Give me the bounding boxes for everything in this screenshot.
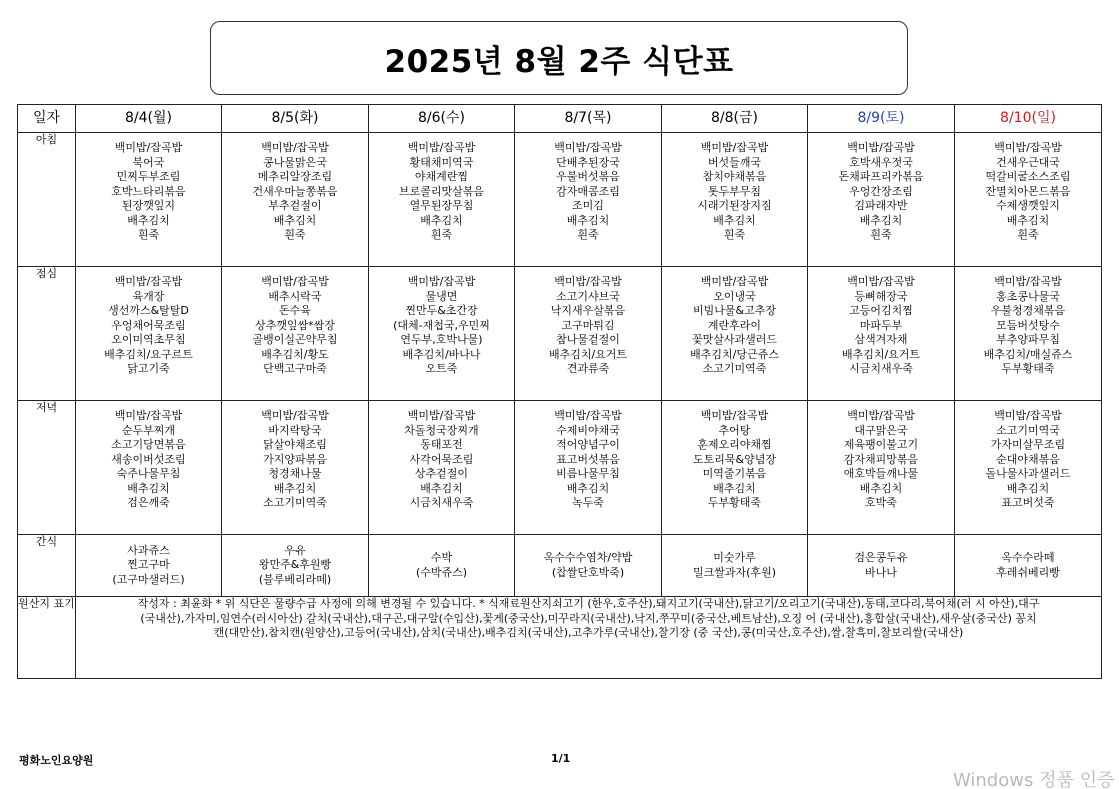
menu-cell-dinner-thu xyxy=(515,401,662,535)
header-row xyxy=(18,105,1102,133)
menu-item: 표고버섯볶음 xyxy=(556,452,620,466)
origin-line: 작성자 : 최윤화 * 위 식단은 물량수급 사정에 의해 변경될 수 있습니다. * 식재료원산지쇠고기 (한우,호주산),돼지고기(국내산),닭고기/오리고기(국내산),동태,코다리,북어채(러 시 아산),대구 xyxy=(137,597,1040,610)
menu-item: 순두부찌개 xyxy=(121,423,176,437)
menu-item: (대체-재첩국,우민찌 xyxy=(393,318,490,332)
menu-item: 배추김치 xyxy=(127,481,170,495)
menu-item: 수박 xyxy=(430,551,453,564)
day-header-sat: 8/9(토) xyxy=(808,105,955,133)
day-header-fri: 8/8(금) xyxy=(662,105,808,133)
menu-item: 백미밥/잡곡밥 xyxy=(407,275,476,288)
menu-item: 흰죽 xyxy=(870,228,892,241)
menu-item: 오이냉국 xyxy=(713,289,756,303)
menu-item: 잔멸치아몬드볶음 xyxy=(985,184,1071,198)
page-number: 1/1 xyxy=(551,752,571,765)
menu-item: 우불청경채볶음 xyxy=(990,304,1066,317)
day-header-wed: 8/6(수) xyxy=(369,105,515,133)
menu-item: 동태포전 xyxy=(420,438,463,451)
menu-item: 돌나물사과샐러드 xyxy=(985,467,1071,480)
menu-item: 고등어김치찜 xyxy=(849,304,913,317)
menu-item: 모듬버섯탕수 xyxy=(996,318,1060,332)
menu-item: 배추김치 xyxy=(273,213,317,227)
menu-item: 배추김치 xyxy=(420,481,463,495)
menu-item: 백미밥/잡곡밥 xyxy=(994,141,1062,154)
menu-item: 부추겉절이 xyxy=(268,199,322,212)
day-header-tue: 8/5(화) xyxy=(222,105,369,133)
menu-cell-breakfast-thu xyxy=(515,133,662,267)
menu-item: 백미밥/잡곡밥 xyxy=(407,409,476,422)
menu-item: 가지양파볶음 xyxy=(263,452,327,466)
menu-item: 소고기샤브국 xyxy=(556,289,620,303)
menu-item: 검은콩두유 xyxy=(854,551,908,564)
menu-item: 소고기당면볶음 xyxy=(111,438,186,451)
origin-row xyxy=(18,597,1102,679)
menu-item: 시금치새우죽 xyxy=(409,496,474,509)
menu-cell-snack-tue xyxy=(222,535,369,597)
menu-cell-lunch-sat xyxy=(808,267,955,401)
menu-item: 건새우마늘쫑볶음 xyxy=(252,184,338,198)
menu-item: 백미밥/잡곡밥 xyxy=(994,275,1062,288)
meal-label-breakfast: 아침 xyxy=(18,133,76,267)
menu-item: 미숫가루 xyxy=(713,551,756,564)
menu-item: 배추김치/요구르트 xyxy=(104,347,193,361)
menu-item: 후레쉬베리빵 xyxy=(996,565,1060,579)
menu-item: 수제비야채국 xyxy=(556,423,620,437)
menu-cell-dinner-sun xyxy=(955,401,1102,535)
menu-item: 등뼈해장국 xyxy=(854,289,908,303)
menu-item: 도토리묵&양념장 xyxy=(693,452,776,466)
menu-item: 배추김치 xyxy=(859,213,903,227)
menu-item: 바지락탕국 xyxy=(268,423,322,437)
menu-item: 미역줄기볶음 xyxy=(702,467,767,480)
menu-item: 시금치새우죽 xyxy=(849,362,913,375)
menu-item: 감자채피망볶음 xyxy=(843,452,919,466)
menu-item: 백미밥/잡곡밥 xyxy=(554,275,622,288)
menu-item: 배추김치 xyxy=(1006,481,1050,495)
menu-item: (찹쌀단호박죽) xyxy=(551,565,625,579)
menu-item: 배추김치 xyxy=(127,213,170,227)
menu-item: 브로콜리맛살볶음 xyxy=(398,184,484,198)
menu-item: 백미밥/잡곡밥 xyxy=(700,409,769,422)
menu-item: 김파래자반 xyxy=(854,199,908,212)
menu-item: 감자매콤조림 xyxy=(556,184,620,198)
menu-item: 바나나 xyxy=(865,565,897,579)
menu-item: 삼색겨자채 xyxy=(854,333,908,346)
menu-item: 버섯들깨국 xyxy=(707,155,762,169)
menu-item: 조미김 xyxy=(572,199,604,212)
menu-cell-breakfast-mon xyxy=(76,133,222,267)
menu-cell-breakfast-wed xyxy=(369,133,515,267)
menu-item: 된장깻잎지 xyxy=(121,199,176,212)
menu-item: 우유 xyxy=(284,543,306,557)
menu-item: 배추김치 xyxy=(273,481,317,495)
menu-item: 견과류죽 xyxy=(566,362,610,375)
menu-item: 흰죽 xyxy=(137,228,160,241)
menu-item: 옥수수라떼 xyxy=(1001,551,1055,564)
menu-item: 밀크쌀과자(후원) xyxy=(693,565,776,579)
menu-item: 마파두부 xyxy=(859,318,903,332)
date-corner-label: 일자 xyxy=(18,105,76,133)
menu-item: 찐만두&초간장 xyxy=(405,304,478,317)
menu-cell-lunch-wed xyxy=(369,267,515,401)
menu-item: 흰죽 xyxy=(1017,228,1039,241)
activation-watermark: Windows 정품 인증 xyxy=(953,770,1115,789)
meal-row-dinner xyxy=(18,401,1102,535)
menu-item: 야채계란찜 xyxy=(414,170,469,183)
menu-cell-lunch-thu xyxy=(515,267,662,401)
menu-item: 비빔나물&고추장 xyxy=(693,304,776,317)
origin-text xyxy=(76,597,1102,679)
menu-cell-snack-fri xyxy=(662,535,808,597)
menu-item: 새송이버섯조림 xyxy=(111,452,186,466)
menu-item: 호박죽 xyxy=(865,496,897,509)
menu-item: 배추김치/요거트 xyxy=(841,347,921,361)
menu-item: 오트죽 xyxy=(425,362,458,375)
menu-item: 떡갈비굴소스조림 xyxy=(985,170,1071,183)
day-header-sun: 8/10(일) xyxy=(955,105,1102,133)
menu-item: 건새우근대국 xyxy=(996,155,1060,169)
menu-cell-dinner-fri xyxy=(662,401,808,535)
menu-item: 우엉간장조림 xyxy=(849,184,913,198)
menu-item: 배추김치/당근쥬스 xyxy=(690,347,779,361)
menu-item: 검은깨죽 xyxy=(127,496,170,509)
menu-cell-lunch-tue xyxy=(222,267,369,401)
menu-item: 배추김치/매실쥬스 xyxy=(983,347,1073,361)
menu-item: 꽃맛살사과샐러드 xyxy=(691,333,777,346)
menu-item: 백미밥/잡곡밥 xyxy=(847,275,915,288)
menu-item: 녹두죽 xyxy=(572,496,604,509)
menu-cell-breakfast-fri xyxy=(662,133,808,267)
menu-item: 톳두부무침 xyxy=(707,184,762,198)
facility-name: 평화노인요양원 xyxy=(19,754,94,767)
menu-item: 배추김치 xyxy=(420,213,463,227)
menu-item: 고구마튀김 xyxy=(561,318,615,332)
origin-label: 원산지 표기 xyxy=(18,597,76,679)
menu-item: 민찌두부조림 xyxy=(116,170,181,183)
page-title: 2025년 8월 2주 식단표 xyxy=(210,21,908,95)
menu-item: 콩나물맑은국 xyxy=(263,155,327,169)
menu-item: 닭고기죽 xyxy=(127,362,170,375)
menu-item: 우엉채어묵조림 xyxy=(111,318,186,332)
menu-item: 백미밥/잡곡밥 xyxy=(261,141,329,154)
menu-cell-dinner-sat xyxy=(808,401,955,535)
menu-item: 배추김치 xyxy=(713,213,756,227)
menu-item: 배추김치 xyxy=(566,213,610,227)
menu-item: 소고기미역죽 xyxy=(263,496,327,509)
menu-item: 표고버섯죽 xyxy=(1001,496,1055,509)
menu-item: 백미밥/잡곡밥 xyxy=(261,275,329,288)
menu-item: 오이미역초무침 xyxy=(111,333,186,346)
menu-item: 배추시락국 xyxy=(268,289,322,303)
menu-item: 배추김치 xyxy=(859,481,903,495)
menu-cell-snack-mon xyxy=(76,535,222,597)
menu-item: 백미밥/잡곡밥 xyxy=(261,409,329,422)
menu-item: 소고기미역죽 xyxy=(702,362,767,375)
menu-cell-dinner-wed xyxy=(369,401,515,535)
menu-item: 적어양념구이 xyxy=(556,438,620,451)
origin-line: 캔(대만산),참치캔(원양산),고등어(국내산),삼치(국내산),배추김치(국내산),고추가루(국내산),찰기장 (중 국산),콩(미국산,호주산),쌀,찰흑미,찰보리쌀(국내산) xyxy=(213,626,964,639)
menu-item: 백미밥/잡곡밥 xyxy=(700,141,769,154)
menu-item: 왕만주&후원빵 xyxy=(258,558,332,572)
menu-item: 두부황태죽 xyxy=(707,496,762,509)
menu-item: 시래기된장지짐 xyxy=(697,199,772,212)
menu-item: 흰죽 xyxy=(430,228,453,241)
menu-item: 숙주나물무침 xyxy=(116,467,181,480)
menu-item: 연두부,호박나물) xyxy=(400,333,483,346)
menu-item: 우불버섯볶음 xyxy=(556,170,620,183)
menu-item: 생선까스&탈탈D xyxy=(108,304,189,317)
menu-item: 호박느타리볶음 xyxy=(111,184,186,198)
menu-cell-snack-thu xyxy=(515,535,662,597)
menu-item: 돈수육 xyxy=(279,304,311,317)
menu-item: 백미밥/잡곡밥 xyxy=(554,409,622,422)
menu-item: 호박새우젓국 xyxy=(849,155,913,169)
menu-item: 배추김치/바나나 xyxy=(402,347,481,361)
day-header-thu: 8/7(목) xyxy=(515,105,662,133)
menu-item: 가자미살무조림 xyxy=(990,438,1066,451)
menu-cell-lunch-mon xyxy=(76,267,222,401)
meal-label-lunch: 점심 xyxy=(18,267,76,401)
menu-item: 흰죽 xyxy=(723,228,746,241)
menu-item: 찐고구마 xyxy=(127,558,170,572)
menu-item: 소고기미역국 xyxy=(996,423,1060,437)
menu-item: 백미밥/잡곡밥 xyxy=(114,409,183,422)
menu-item: 열무된장무침 xyxy=(409,199,474,212)
menu-item: 배추김치 xyxy=(713,481,756,495)
menu-item: 북어국 xyxy=(132,155,165,169)
menu-item: 계란후라이 xyxy=(707,318,762,332)
menu-item: 대구맑은국 xyxy=(854,423,908,437)
menu-item: 배추김치/황도 xyxy=(261,347,329,361)
menu-item: 백미밥/잡곡밥 xyxy=(994,409,1062,422)
menu-item: 제육팽이불고기 xyxy=(843,438,919,451)
menu-item: 상추깻잎쌈*쌈장 xyxy=(255,318,335,332)
menu-item: 단배추된장국 xyxy=(556,155,620,169)
menu-item: 닭살야채조림 xyxy=(263,438,327,451)
menu-cell-breakfast-sun xyxy=(955,133,1102,267)
menu-item: 백미밥/잡곡밥 xyxy=(114,275,183,288)
menu-item: 흰죽 xyxy=(577,228,599,241)
menu-item: 부추양파무침 xyxy=(996,333,1060,346)
menu-item: 상추겉절이 xyxy=(414,467,469,480)
menu-item: 배추김치/요거트 xyxy=(548,347,628,361)
menu-item: 배추김치 xyxy=(566,481,610,495)
menu-item: 추어탕 xyxy=(718,423,751,437)
menu-item: 황태채미역국 xyxy=(409,155,474,169)
meal-row-snack xyxy=(18,535,1102,597)
menu-item: 참치야채볶음 xyxy=(702,170,767,183)
origin-line: (국내산),가자미,임연수(러시아산) 갈치(국내산),대구곤,대구알(수입산),꽃게(중국산),미꾸라지(국내산),낙지,쭈꾸미(중국산,베트남산),오징 어 (국내산),홍합살(국내산),새우살(중국산) 꽁치 xyxy=(140,611,1037,625)
menu-item: (블루베리라떼) xyxy=(258,572,332,586)
menu-item: 백미밥/잡곡밥 xyxy=(847,141,915,154)
menu-cell-breakfast-tue xyxy=(222,133,369,267)
menu-item: 육개장 xyxy=(132,289,165,303)
menu-item: 물냉면 xyxy=(425,289,458,303)
menu-item: 백미밥/잡곡밥 xyxy=(114,141,183,154)
menu-item: (수박쥬스) xyxy=(415,565,468,579)
menu-item: 백미밥/잡곡밥 xyxy=(847,409,915,422)
menu-cell-snack-sat xyxy=(808,535,955,597)
menu-cell-snack-sun xyxy=(955,535,1102,597)
menu-item: 차돌청국장찌개 xyxy=(404,423,479,437)
menu-item: 낙지새우살볶음 xyxy=(550,304,626,317)
menu-item: 백미밥/잡곡밥 xyxy=(407,141,476,154)
menu-item: 청경채나물 xyxy=(268,467,322,480)
meal-row-breakfast xyxy=(18,133,1102,267)
menu-item: 사각어묵조림 xyxy=(409,452,474,466)
menu-item: 사과쥬스 xyxy=(127,543,170,557)
menu-item: (고구마샐러드) xyxy=(112,572,185,586)
menu-item: 훈제오리야채찜 xyxy=(697,438,772,451)
menu-cell-lunch-sun xyxy=(955,267,1102,401)
meal-row-lunch xyxy=(18,267,1102,401)
menu-item: 옥수수수염차/약밥 xyxy=(543,551,633,564)
day-header-mon: 8/4(월) xyxy=(76,105,222,133)
menu-item: 수제생깻잎지 xyxy=(996,199,1060,212)
menu-item: 참나물겉절이 xyxy=(556,333,620,346)
menu-cell-breakfast-sat xyxy=(808,133,955,267)
menu-cell-dinner-mon xyxy=(76,401,222,535)
menu-item: 비름나물무침 xyxy=(556,467,620,480)
menu-item: 돈채파프리카볶음 xyxy=(838,170,924,183)
menu-item: 두부황태죽 xyxy=(1001,362,1055,375)
menu-cell-snack-wed xyxy=(369,535,515,597)
menu-cell-lunch-fri xyxy=(662,267,808,401)
menu-item: 순대야채볶음 xyxy=(996,452,1060,466)
menu-item: 백미밥/잡곡밥 xyxy=(700,275,769,288)
menu-cell-dinner-tue xyxy=(222,401,369,535)
meal-label-snack: 간식 xyxy=(18,535,76,597)
menu-item: 백미밥/잡곡밥 xyxy=(554,141,622,154)
weekly-menu-table xyxy=(17,104,1102,679)
menu-item: 메추리알장조림 xyxy=(257,170,333,183)
menu-item: 배추김치 xyxy=(1006,213,1050,227)
menu-item: 애호박들깨나물 xyxy=(843,467,919,480)
menu-item: 골뱅이실곤약무침 xyxy=(252,333,338,346)
menu-item: 홍초콩나물국 xyxy=(996,289,1060,303)
menu-item: 흰죽 xyxy=(284,228,306,241)
menu-item: 단백고구마죽 xyxy=(263,362,327,375)
meal-label-dinner: 저녁 xyxy=(18,401,76,535)
